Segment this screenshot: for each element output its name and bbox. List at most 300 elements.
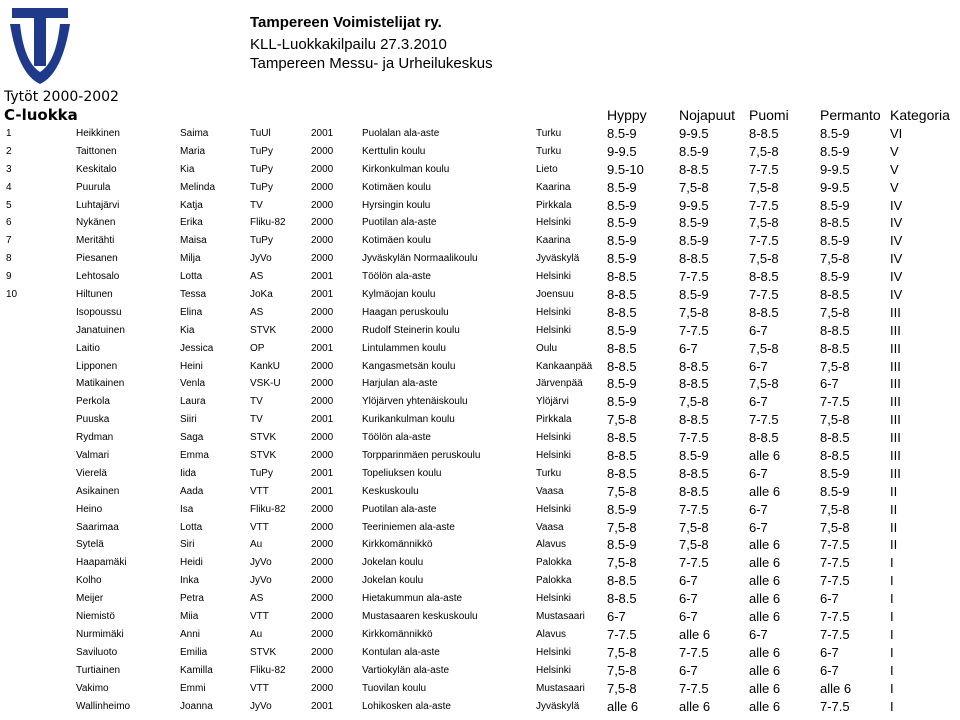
cell-birth-year: 2001 xyxy=(311,700,334,712)
cell-city: Palokka xyxy=(536,575,572,587)
cell-score-hyppy: 8-8.5 xyxy=(607,287,637,303)
cell-score-nojapuut: 7-7.5 xyxy=(679,322,709,338)
cell-score-nojapuut: 8-8.5 xyxy=(679,483,709,499)
cell-school: Haagan peruskoulu xyxy=(362,306,449,318)
table-row xyxy=(0,680,960,698)
cell-score-permanto: 8-8.5 xyxy=(820,322,850,338)
cell-score-nojapuut: 6-7 xyxy=(679,662,698,678)
cell-club: AS xyxy=(250,271,264,283)
cell-score-permanto: 7,5-8 xyxy=(820,358,850,374)
cell-first-name: Elina xyxy=(180,306,203,318)
table-row xyxy=(0,393,960,411)
cell-score-permanto: 7,5-8 xyxy=(820,412,850,428)
cell-club: JyVo xyxy=(250,557,272,569)
cell-score-puomi: 7-7.5 xyxy=(749,412,779,428)
table-row xyxy=(0,232,960,250)
cell-last-name: Lipponen xyxy=(76,360,118,372)
event-title: KLL-Luokkakilpailu 27.3.2010 xyxy=(250,36,447,53)
cell-last-name: Heino xyxy=(76,503,103,515)
cell-score-puomi: alle 6 xyxy=(749,483,781,499)
table-row xyxy=(0,304,960,322)
cell-club: OP xyxy=(250,342,265,354)
cell-first-name: Milja xyxy=(180,253,201,265)
cell-club: VSK-U xyxy=(250,378,281,390)
cell-score-nojapuut: 6-7 xyxy=(679,573,698,589)
cell-category: III xyxy=(890,412,901,428)
cell-category: I xyxy=(890,609,894,625)
cell-score-puomi: 7-7.5 xyxy=(749,197,779,213)
cell-birth-year: 2000 xyxy=(311,253,334,265)
cell-club: VTT xyxy=(250,682,269,694)
cell-score-puomi: 8-8.5 xyxy=(749,430,779,446)
cell-school: Mustasaaren keskuskoulu xyxy=(362,611,478,623)
cell-category: II xyxy=(890,519,898,535)
cell-rank: 8 xyxy=(6,253,12,265)
cell-score-puomi: 7,5-8 xyxy=(749,143,779,159)
cell-last-name: Isopoussu xyxy=(76,306,122,318)
cell-last-name: Meijer xyxy=(76,593,104,605)
cell-score-hyppy: 9.5-10 xyxy=(607,161,644,177)
cell-first-name: Joanna xyxy=(180,700,213,712)
cell-first-name: Lotta xyxy=(180,271,203,283)
cell-birth-year: 2000 xyxy=(311,163,334,175)
cell-birth-year: 2001 xyxy=(311,467,334,479)
cell-club: Fliku-82 xyxy=(250,503,286,515)
cell-rank: 6 xyxy=(6,217,12,229)
cell-city: Helsinki xyxy=(536,324,572,336)
cell-score-permanto: 7-7.5 xyxy=(820,537,850,553)
table-row xyxy=(0,519,960,537)
cell-score-puomi: 7,5-8 xyxy=(749,376,779,392)
cell-last-name: Nykänen xyxy=(76,217,116,229)
cell-club: STVK xyxy=(250,432,277,444)
cell-last-name: Rydman xyxy=(76,432,114,444)
cell-last-name: Kolho xyxy=(76,575,102,587)
cell-score-hyppy: 8-8.5 xyxy=(607,573,637,589)
cell-score-puomi: 6-7 xyxy=(749,394,768,410)
cell-birth-year: 2000 xyxy=(311,682,334,694)
cell-first-name: Maisa xyxy=(180,235,207,247)
cell-score-nojapuut: 8-8.5 xyxy=(679,251,709,267)
cell-school: Kylmäojan koulu xyxy=(362,289,436,301)
cell-club: VTT xyxy=(250,521,269,533)
cell-birth-year: 2000 xyxy=(311,199,334,211)
cell-score-nojapuut: 7,5-8 xyxy=(679,304,709,320)
cell-score-hyppy: 8.5-9 xyxy=(607,251,637,267)
cell-score-permanto: 7-7.5 xyxy=(820,394,850,410)
cell-school: Puotilan ala-aste xyxy=(362,217,437,229)
cell-birth-year: 2001 xyxy=(311,128,334,139)
table-row xyxy=(0,572,960,590)
cell-first-name: Isa xyxy=(180,503,194,515)
table-row xyxy=(0,214,960,232)
cell-city: Palokka xyxy=(536,557,572,569)
cell-birth-year: 2000 xyxy=(311,628,334,640)
cell-category: VI xyxy=(890,126,903,141)
cell-club: STVK xyxy=(250,450,277,462)
cell-last-name: Perkola xyxy=(76,396,110,408)
cell-score-nojapuut: 8-8.5 xyxy=(679,412,709,428)
cell-score-puomi: 8-8.5 xyxy=(749,269,779,285)
cell-score-puomi: 8-8.5 xyxy=(749,304,779,320)
cell-score-hyppy: 8.5-9 xyxy=(607,322,637,338)
cell-last-name: Sytelä xyxy=(76,539,104,551)
cell-score-permanto: 6-7 xyxy=(820,376,839,392)
cell-birth-year: 2000 xyxy=(311,217,334,229)
cell-category: V xyxy=(890,161,899,177)
cell-score-puomi: alle 6 xyxy=(749,698,781,714)
cell-school: Jokelan koulu xyxy=(362,557,424,569)
cell-club: TV xyxy=(250,199,263,211)
cell-school: Kontulan ala-aste xyxy=(362,646,440,658)
cell-score-puomi: alle 6 xyxy=(749,448,781,464)
cell-last-name: Meritähti xyxy=(76,235,115,247)
cell-birth-year: 2000 xyxy=(311,378,334,390)
table-row xyxy=(0,197,960,215)
cell-category: III xyxy=(890,340,901,356)
cell-score-puomi: 6-7 xyxy=(749,519,768,535)
table-row xyxy=(0,322,960,340)
cell-city: Turku xyxy=(536,145,562,157)
cell-first-name: Heidi xyxy=(180,557,203,569)
cell-score-puomi: 7,5-8 xyxy=(749,179,779,195)
cell-first-name: Emilia xyxy=(180,646,208,658)
cell-category: I xyxy=(890,662,894,678)
cell-score-puomi: 6-7 xyxy=(749,626,768,642)
cell-last-name: Laitio xyxy=(76,342,100,354)
table-row xyxy=(0,358,960,376)
cell-first-name: Venla xyxy=(180,378,206,390)
cell-club: JoKa xyxy=(250,289,273,301)
cell-city: Helsinki xyxy=(536,593,572,605)
cell-score-hyppy: 8.5-9 xyxy=(607,394,637,410)
cell-score-permanto: 6-7 xyxy=(820,591,839,607)
cell-score-nojapuut: 8-8.5 xyxy=(679,376,709,392)
cell-birth-year: 2000 xyxy=(311,306,334,318)
cell-city: Jyväskylä xyxy=(536,253,580,265)
cell-category: IV xyxy=(890,269,903,285)
cell-school: Jokelan koulu xyxy=(362,575,424,587)
cell-first-name: Erika xyxy=(180,217,203,229)
cell-score-nojapuut: 7,5-8 xyxy=(679,179,709,195)
tv-club-logo xyxy=(6,4,74,86)
cell-score-permanto: 8.5-9 xyxy=(820,233,850,249)
cell-city: Vaasa xyxy=(536,521,564,533)
cell-score-puomi: alle 6 xyxy=(749,662,781,678)
cell-score-nojapuut: 7-7.5 xyxy=(679,644,709,660)
cell-last-name: Matikainen xyxy=(76,378,125,390)
table-row xyxy=(0,411,960,429)
cell-category: IV xyxy=(890,233,903,249)
cell-score-permanto: 6-7 xyxy=(820,662,839,678)
cell-city: Vaasa xyxy=(536,485,564,497)
cell-score-nojapuut: 6-7 xyxy=(679,609,698,625)
cell-school: Kurikankulman koulu xyxy=(362,414,455,426)
cell-score-nojapuut: 9-9.5 xyxy=(679,197,709,213)
cell-score-permanto: 8-8.5 xyxy=(820,340,850,356)
cell-first-name: Heini xyxy=(180,360,203,372)
organization-title: Tampereen Voimistelijat ry. xyxy=(250,14,442,31)
cell-category: II xyxy=(890,501,898,517)
cell-first-name: Anni xyxy=(180,628,201,640)
cell-score-hyppy: 8-8.5 xyxy=(607,465,637,481)
cell-birth-year: 2001 xyxy=(311,342,334,354)
table-row xyxy=(0,608,960,626)
cell-score-nojapuut: 7-7.5 xyxy=(679,680,709,696)
results-table xyxy=(0,125,960,715)
cell-city: Mustasaari xyxy=(536,682,585,694)
cell-club: KankU xyxy=(250,360,281,372)
cell-city: Helsinki xyxy=(536,217,572,229)
cell-birth-year: 2000 xyxy=(311,360,334,372)
cell-score-permanto: 8.5-9 xyxy=(820,143,850,159)
cell-score-permanto: 7-7.5 xyxy=(820,555,850,571)
cell-score-puomi: 7-7.5 xyxy=(749,287,779,303)
cell-score-permanto: 7-7.5 xyxy=(820,626,850,642)
cell-category: IV xyxy=(890,251,903,267)
cell-city: Ylöjärvi xyxy=(536,396,569,408)
cell-rank: 3 xyxy=(6,163,12,175)
cell-school: Puolalan ala-aste xyxy=(362,128,440,139)
cell-birth-year: 2000 xyxy=(311,450,334,462)
table-row xyxy=(0,554,960,572)
cell-first-name: Inka xyxy=(180,575,199,587)
cell-city: Lieto xyxy=(536,163,558,175)
column-header-nojapuut: Nojapuut xyxy=(679,107,736,123)
cell-school: Töölön ala-aste xyxy=(362,271,431,283)
cell-last-name: Nurmimäki xyxy=(76,628,124,640)
cell-score-nojapuut: 7,5-8 xyxy=(679,519,709,535)
cell-score-permanto: 8.5-9 xyxy=(820,197,850,213)
cell-score-permanto: 7-7.5 xyxy=(820,573,850,589)
table-row xyxy=(0,465,960,483)
column-header-kategoria: Kategoria xyxy=(890,107,950,123)
cell-school: Tuovilan koulu xyxy=(362,682,427,694)
cell-score-puomi: 6-7 xyxy=(749,465,768,481)
cell-rank: 9 xyxy=(6,271,12,283)
cell-first-name: Miia xyxy=(180,611,199,623)
cell-club: Fliku-82 xyxy=(250,217,286,229)
cell-score-puomi: 6-7 xyxy=(749,501,768,517)
cell-last-name: Puurula xyxy=(76,181,111,193)
venue-title: Tampereen Messu- ja Urheilukeskus xyxy=(250,55,493,72)
cell-club: VTT xyxy=(250,611,269,623)
cell-city: Mustasaari xyxy=(536,611,585,623)
cell-birth-year: 2000 xyxy=(311,145,334,157)
cell-last-name: Valmari xyxy=(76,450,110,462)
cell-school: Teeriniemen ala-aste xyxy=(362,521,455,533)
cell-score-hyppy: 8.5-9 xyxy=(607,126,637,141)
cell-city: Joensuu xyxy=(536,289,574,301)
cell-birth-year: 2000 xyxy=(311,664,334,676)
cell-score-permanto: 8-8.5 xyxy=(820,448,850,464)
cell-birth-year: 2000 xyxy=(311,396,334,408)
cell-score-permanto: 7-7.5 xyxy=(820,698,850,714)
class-heading: C-luokka xyxy=(4,106,78,124)
table-row xyxy=(0,644,960,662)
cell-school: Hyrsingin koulu xyxy=(362,199,431,211)
cell-city: Helsinki xyxy=(536,306,572,318)
cell-club: JyVo xyxy=(250,253,272,265)
cell-first-name: Siiri xyxy=(180,414,197,426)
column-header-permanto: Permanto xyxy=(820,107,881,123)
cell-school: Rudolf Steinerin koulu xyxy=(362,324,460,336)
cell-birth-year: 2000 xyxy=(311,575,334,587)
cell-rank: 7 xyxy=(6,235,12,247)
cell-birth-year: 2000 xyxy=(311,324,334,336)
cell-score-nojapuut: 8.5-9 xyxy=(679,215,709,231)
cell-first-name: Katja xyxy=(180,199,203,211)
cell-score-hyppy: 7,5-8 xyxy=(607,680,637,696)
cell-club: AS xyxy=(250,306,264,318)
cell-score-permanto: 8.5-9 xyxy=(820,483,850,499)
cell-score-hyppy: alle 6 xyxy=(607,698,639,714)
cell-school: Töölön ala-aste xyxy=(362,432,431,444)
cell-club: TuPy xyxy=(250,235,273,247)
cell-first-name: Maria xyxy=(180,145,206,157)
cell-first-name: Kia xyxy=(180,324,195,336)
cell-school: Kirkkomännikkö xyxy=(362,539,433,551)
table-row xyxy=(0,340,960,358)
cell-birth-year: 2000 xyxy=(311,557,334,569)
cell-score-nojapuut: 9-9.5 xyxy=(679,126,709,141)
table-row xyxy=(0,483,960,501)
table-row xyxy=(0,179,960,197)
cell-birth-year: 2001 xyxy=(311,414,334,426)
cell-score-hyppy: 8.5-9 xyxy=(607,501,637,517)
cell-rank: 4 xyxy=(6,181,12,193)
cell-category: V xyxy=(890,179,899,195)
cell-school: Kirkkomännikkö xyxy=(362,628,433,640)
cell-score-nojapuut: 8.5-9 xyxy=(679,143,709,159)
cell-birth-year: 2000 xyxy=(311,593,334,605)
cell-last-name: Haapamäki xyxy=(76,557,127,569)
cell-category: III xyxy=(890,465,901,481)
cell-city: Pirkkala xyxy=(536,414,572,426)
cell-school: Lintulammen koulu xyxy=(362,342,446,354)
cell-city: Helsinki xyxy=(536,503,572,515)
cell-club: JyVo xyxy=(250,575,272,587)
cell-city: Järvenpää xyxy=(536,378,583,390)
cell-school: Kotimäen koulu xyxy=(362,181,431,193)
cell-school: Vartiokylän ala-aste xyxy=(362,664,450,676)
cell-school: Ylöjärven yhtenäiskoulu xyxy=(362,396,468,408)
cell-school: Hietakummun ala-aste xyxy=(362,593,463,605)
cell-category: IV xyxy=(890,287,903,303)
cell-score-hyppy: 8-8.5 xyxy=(607,269,637,285)
cell-score-permanto: 7-7.5 xyxy=(820,609,850,625)
cell-first-name: Melinda xyxy=(180,181,216,193)
cell-first-name: Saga xyxy=(180,432,204,444)
cell-score-puomi: 8-8.5 xyxy=(749,126,779,141)
cell-score-hyppy: 8-8.5 xyxy=(607,340,637,356)
cell-birth-year: 2000 xyxy=(311,521,334,533)
cell-category: III xyxy=(890,394,901,410)
cell-category: II xyxy=(890,483,898,499)
table-row xyxy=(0,662,960,680)
cell-club: TuPy xyxy=(250,145,273,157)
cell-club: JyVo xyxy=(250,700,272,712)
cell-score-nojapuut: 8-8.5 xyxy=(679,465,709,481)
cell-category: III xyxy=(890,448,901,464)
cell-score-nojapuut: 8.5-9 xyxy=(679,448,709,464)
cell-score-puomi: alle 6 xyxy=(749,680,781,696)
cell-score-nojapuut: 7-7.5 xyxy=(679,555,709,571)
cell-last-name: Asikainen xyxy=(76,485,120,497)
cell-score-hyppy: 8-8.5 xyxy=(607,304,637,320)
cell-club: TV xyxy=(250,396,263,408)
cell-score-hyppy: 8-8.5 xyxy=(607,591,637,607)
cell-score-puomi: 7,5-8 xyxy=(749,251,779,267)
cell-rank: 1 xyxy=(6,128,12,139)
cell-school: Kangasmetsän koulu xyxy=(362,360,456,372)
cell-club: TuUl xyxy=(250,128,271,139)
cell-school: Puotilan ala-aste xyxy=(362,503,437,515)
cell-category: I xyxy=(890,626,894,642)
cell-category: I xyxy=(890,698,894,714)
cell-score-nojapuut: 6-7 xyxy=(679,591,698,607)
cell-city: Helsinki xyxy=(536,646,572,658)
cell-score-hyppy: 8-8.5 xyxy=(607,430,637,446)
cell-score-permanto: 8.5-9 xyxy=(820,269,850,285)
cell-first-name: Jessica xyxy=(180,342,214,354)
cell-school: Jyväskylän Normaalikoulu xyxy=(362,253,478,265)
cell-birth-year: 2000 xyxy=(311,181,334,193)
cell-score-puomi: 7-7.5 xyxy=(749,161,779,177)
cell-last-name: Saviluoto xyxy=(76,646,118,658)
cell-city: Oulu xyxy=(536,342,558,354)
cell-birth-year: 2000 xyxy=(311,432,334,444)
cell-score-permanto: 8.5-9 xyxy=(820,465,850,481)
table-row xyxy=(0,447,960,465)
cell-last-name: Taittonen xyxy=(76,145,117,157)
cell-last-name: Turtiainen xyxy=(76,664,121,676)
cell-club: VTT xyxy=(250,485,269,497)
cell-birth-year: 2000 xyxy=(311,503,334,515)
cell-last-name: Keskitalo xyxy=(76,163,117,175)
cell-birth-year: 2001 xyxy=(311,485,334,497)
cell-club: STVK xyxy=(250,324,277,336)
cell-category: I xyxy=(890,644,894,660)
cell-club: Fliku-82 xyxy=(250,664,286,676)
cell-school: Keskuskoulu xyxy=(362,485,419,497)
cell-score-puomi: alle 6 xyxy=(749,537,781,553)
cell-score-permanto: 8-8.5 xyxy=(820,215,850,231)
cell-last-name: Saarimaa xyxy=(76,521,119,533)
cell-score-nojapuut: 7-7.5 xyxy=(679,269,709,285)
cell-first-name: Tessa xyxy=(180,289,207,301)
cell-score-hyppy: 8-8.5 xyxy=(607,448,637,464)
cell-category: I xyxy=(890,680,894,696)
cell-score-nojapuut: 7,5-8 xyxy=(679,394,709,410)
cell-score-permanto: 8-8.5 xyxy=(820,430,850,446)
cell-club: TuPy xyxy=(250,163,273,175)
cell-school: Lohikosken ala-aste xyxy=(362,700,451,712)
cell-score-nojapuut: 8-8.5 xyxy=(679,161,709,177)
cell-score-hyppy: 8.5-9 xyxy=(607,197,637,213)
cell-last-name: Vierelä xyxy=(76,467,107,479)
cell-score-puomi: alle 6 xyxy=(749,644,781,660)
cell-score-hyppy: 8.5-9 xyxy=(607,215,637,231)
cell-category: III xyxy=(890,376,901,392)
cell-score-hyppy: 7,5-8 xyxy=(607,519,637,535)
column-header-hyppy: Hyppy xyxy=(607,107,647,123)
cell-city: Turku xyxy=(536,128,562,139)
cell-first-name: Emma xyxy=(180,450,209,462)
table-row xyxy=(0,286,960,304)
cell-score-nojapuut: alle 6 xyxy=(679,626,711,642)
cell-last-name: Wallinheimo xyxy=(76,700,131,712)
